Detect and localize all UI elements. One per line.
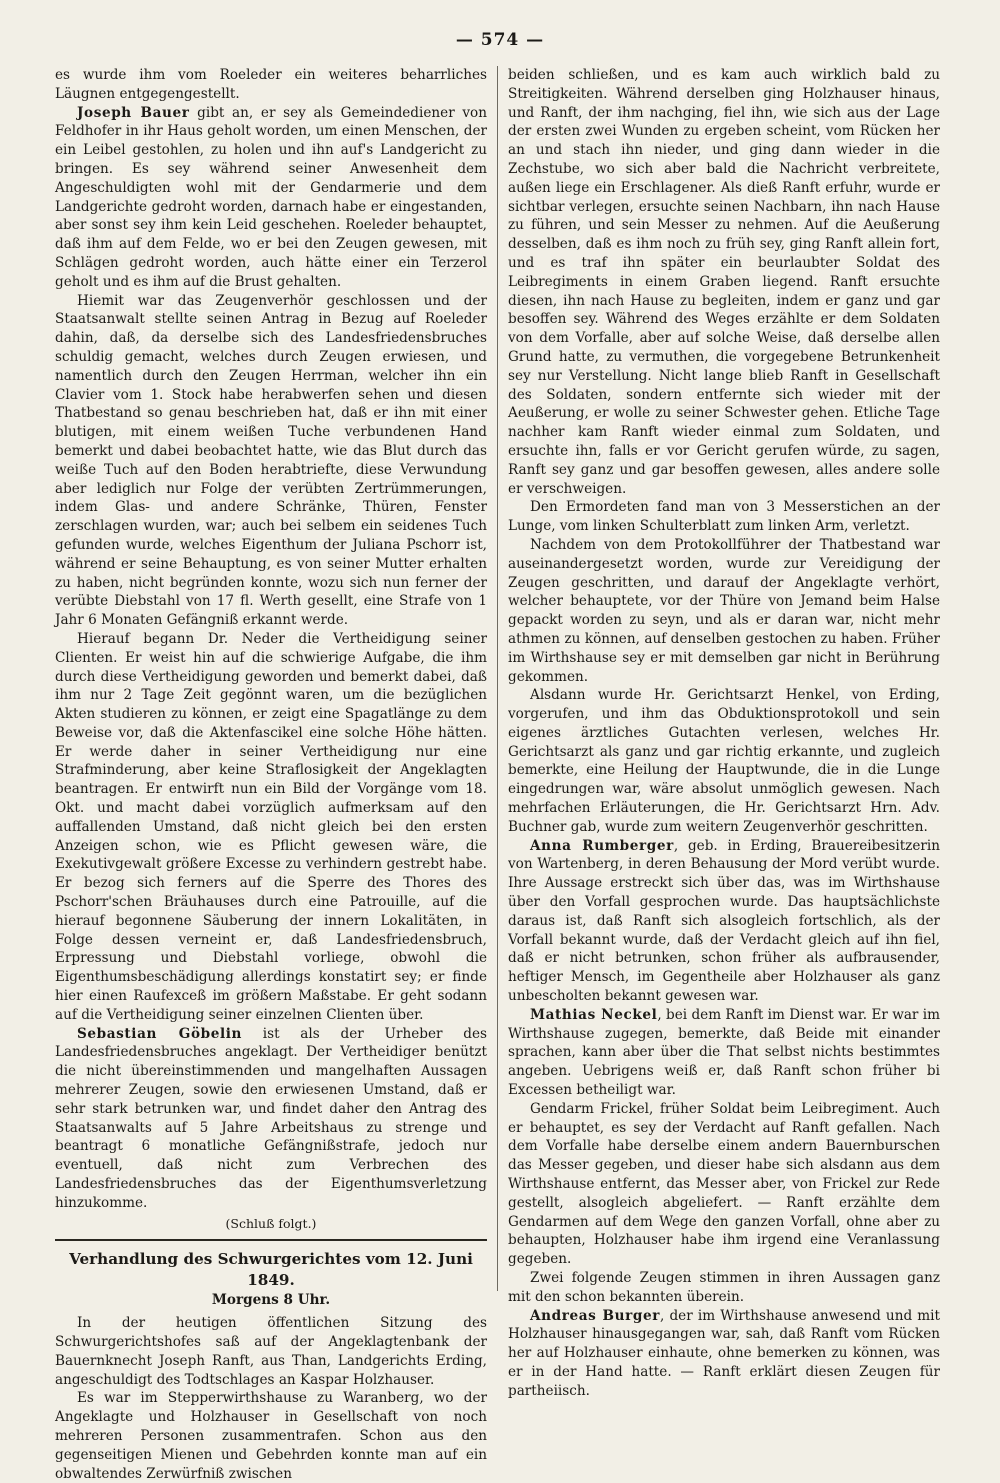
paragraph bbox=[508, 837, 940, 1006]
paragraph bbox=[508, 1006, 940, 1100]
paragraph-text: , bei dem Ranft im Dienst war. Er war im Wirthshause zugegen, bemerkte, daß Beide mit einander sprachen, kann aber über die That selbst nichts bestimmtes angeben. Uebrigens weiß er, daß Ranft schon früher bi Excessen betheiligt war. bbox=[508, 1006, 941, 1099]
paragraph bbox=[55, 104, 487, 292]
witness-name: Joseph Bauer bbox=[77, 104, 190, 121]
page-number: — 574 — bbox=[455, 30, 545, 50]
witness-name: Andreas Burger bbox=[530, 1307, 661, 1324]
witness-name: Anna Rumberger bbox=[530, 837, 674, 854]
paragraph: Alsdann wurde Hr. Gerichtsarzt Henkel, von Erding, vorgerufen, und ihm das Obduktionsprotokoll und sein eigenes ärztliches Gutachten verlesen, welches Hr. Gerichtsarzt als ganz und gar richtig erkannte, und zugleich bemerkte, eine Heilung der Hauptwunde, die in die Lunge eingedrungen war, wäre absolut unmöglich gewesen. Nach mehrfachen Erläuterungen, die Hr. Gerichtsarzt Hrn. Adv. Buchner gab, wurde zum weitern Zeugenverhör geschritten. bbox=[508, 687, 940, 835]
session-time: Morgens 8 Uhr. bbox=[211, 1292, 331, 1309]
paragraph: Zwei folgende Zeugen stimmen in ihren Aussagen ganz mit den schon bekannten überein. bbox=[508, 1270, 940, 1305]
paragraph: Nachdem von dem Protokollführer der Thatbestand war auseinandergesetzt worden, wurde zur Vereidigung der Zeugen geschritten, und darauf der Angeklagte verhört, welcher behauptete, vor der Thüre von Jemand beim Halse gepackt worden zu seyn, und als er daran war, nicht mehr athmen zu können, auf denselben gestochen zu haben. Früher im Wirthshause sey er mit demselben gar nicht in Berührung gekommen. bbox=[508, 536, 940, 685]
column-divider bbox=[497, 66, 498, 1291]
paragraph: Gendarm Frickel, früher Soldat beim Leibregiment. Auch er behauptet, es sey der Verdacht auf Ranft gefallen. Nach dem Vorfalle habe derselbe einem andern Bauernburschen das Messer gegeben, und dieser habe sich alsdann aus dem Wirthshause entfernt, das Messer aber, von Frickel zur Rede gestellt, alsogleich abgeliefert. — Ranft erzählte dem Gendarmen auf dem Wege den ganzen Vorfall, ohne aber zu behaupten, Holzhauser habe ihm irgend eine Veranlassung gegeben. bbox=[508, 1100, 940, 1268]
paragraph-text: , geb. in Erding, Brauereibesitzerin von Wartenberg, in deren Behausung der Mord verübt wurde. Ihre Aussage erstreckt sich über das, was im Wirthshause über den Vorfall gesprochen wurde. Das hauptsächlichste daraus ist, daß Ranft sich alsogleich fortschlich, als der Vorfall bekannt wurde, daß der Verdacht gleich auf ihn fiel, daß er nicht betrunken, schon früher als aufbrausender, heftiger Mensch, im Gegentheile aber Holzhauser als ganz unbescholten bekannt gewesen war. bbox=[508, 837, 940, 1005]
paragraph: Es war im Stepperwirthshause zu Waranberg, wo der Angeklagte und Holzhauser in Gesellschaft von noch mehreren Personen zusammentrafen. Schon aus den gegenseitigen Mienen und Gebehrden konnte man auf ein obwaltendes Zerwürfniß zwischen bbox=[55, 1390, 487, 1482]
paragraph: Hiemit war das Zeugenverhör geschlossen und der Staatsanwalt stellte seinen Antrag in Bezug auf Roeleder dahin, daß, da derselbe sich des Landesfriedensbruches schuldig gemacht, welches durch Zeugen erwiesen, und namentlich durch den Zeugen Herrman, welcher ihn ein Clavier vom 1. Stock habe herabwerfen sehen und diesen Thatbestand so genau beschrieben hat, daß er ihn mit einer blutigen, mit einem weißen Tuche verbundenen Hand bemerkt und dabei beobachtet hatte, wie das Blut durch das weiße Tuch auf den Boden herabtriefte, diese Verwundung aber lediglich nur Folge der verübten Zertrümmerungen, indem Glas- und andere Schränke, Thüren, Fenster zerschlagen wurden, war; auch bei selbem ein seidenes Tuch gefunden wurde, welches Eigenthum der Juliana Pschorr ist, während er seine Behauptung, es von seiner Mutter erhalten zu haben, nicht begründen konnte, wozu sich nun ferner der verübte Diebstahl von 17 fl. Werth gesellt, eine Strafe von 1 Jahr 6 Monaten Gefängniß erkannt werde. bbox=[55, 292, 487, 629]
paragraph bbox=[508, 1307, 940, 1401]
section-divider bbox=[55, 1239, 487, 1241]
paragraph-text: , der im Wirthshause anwesend und mit Holzhauser hinausgegangen war, sah, daß Ranft vom Rücken her auf Holzhauser einhaute, ohne bemerken zu können, was er in der Hand hatte. — Ranft erklärt diesen Zeugen für partheiisch. bbox=[508, 1307, 940, 1399]
defendant-name: Sebastian Göbelin bbox=[77, 1025, 242, 1042]
witness-name: Mathias Neckel bbox=[530, 1006, 658, 1023]
left-column bbox=[55, 66, 487, 1482]
paragraph: Hierauf begann Dr. Neder die Vertheidigung seiner Clienten. Er weist hin auf die schwierige Aufgabe, die ihm durch diese Vertheidigung geworden und bemerkt dabei, daß ihm nur 2 Tage Zeit gegönnt waren, um die bezüglichen Akten studieren zu können, er zeigt eine Spagatlänge zu dem Beweise vor, daß die Aktenfascikel eine solche Höhe hätten. Er werde daher in seiner Vertheidigung nur eine Strafminderung, aber keine Straflosigkeit der Angeklagten beantragen. Er entwirft nun ein Bild der Vorgänge vom 18. Okt. und macht dabei vorzüglich aufmerksam auf den auffallenden Umstand, daß nicht gleich bei den ersten Anzeigen schon, wie es Pflicht gewesen wäre, die Exekutivgewalt größere Excesse zu verhindern gestrebt habe. Er bezog sich ferners auf die Sperre des Thores des Pschorr'schen Bräuhauses durch eine Patrouille, auf die hierauf begonnene Säuberung der innern Lokalitäten, in Folge dessen verneint er, daß Landesfriedensbruch, Erpressung und Diebstahl vorliege, obwohl die Eigenthumsbeschädigung allerdings konstatirt sey; er finde hier einen Raufexceß im größern Maßstabe. Er geht sodann auf die Vertheidigung seiner einzelnen Clienten über. bbox=[55, 630, 487, 1023]
continuation-note: (Schluß folgt.) bbox=[225, 1215, 317, 1231]
paragraph bbox=[55, 1025, 487, 1213]
paragraph: es wurde ihm vom Roeleder ein weiteres beharrliches Läugnen entgegengestellt. bbox=[55, 67, 487, 102]
paragraph: In der heutigen öffentlichen Sitzung des Schwurgerichtshofes saß auf der Angeklagtenbank der Bauernknecht Joseph Ranft, aus Than, Landgerichts Erding, angeschuldigt des Todtschlages an Kaspar Holzhauser. bbox=[55, 1315, 487, 1388]
right-column bbox=[508, 66, 941, 1399]
paragraph: beiden schließen, und es kam auch wirklich bald zu Streitigkeiten. Während derselben ging Holzhauser hinaus, und Ranft, der ihm nachging, fiel ihn, wie sich aus der Lage der ersten zwei Wunden zu ergeben scheint, vom Rücken her an und stach ihn nieder, und ging dann wieder in die Zechstube, wo sich aber bald die Nachricht verbreitete, außen liege ein Erschlagener. Als dieß Ranft erfuhr, wurde er sichtbar verlegen, ersuchte seinen Nachbarn, ihn nach Hause zu führen, und sein Messer zu nehmen. Auf die Aeußerung desselben, daß es ihm noch zu früh sey, ging Ranft allein fort, und es traf ihn später ein beurlaubter Soldat des Leibregiments in einem Graben liegend. Ranft ersuchte diesen, ihn nach Hause zu begleiten, indem er ganz und gar besoffen sey. Während des Weges erzählte er dem Soldaten von dem Vorfalle, aber auf solche Weise, daß derselbe allen Grund hatte, zu vermuthen, die vorgegebene Betrunkenheit sey nur Verstellung. Nicht lange blieb Ranft in Gesellschaft des Soldaten, sondern entfernte sich wieder mit der Aeußerung, er wolle zu seiner Schwester gehen. Etliche Tage nachher kam Ranft wieder einmal zum Soldaten, und ersuchte ihn, falls er vor Gericht gerufen würde, zu sagen, Ranft sey ganz und gar besoffen gewesen, alles andere solle er verschweigen. bbox=[508, 67, 940, 497]
paragraph-text: ist als der Urheber des Landesfriedensbruches angeklagt. Der Vertheidiger benützt die nicht übereinstimmenden und mangelhaften Aussagen mehrerer Zeugen, sowie den erwiesenen Umstand, daß er sehr stark betrunken war, und findet daher den Antrag des Staatsanwalts auf 5 Jahre Arbeitshaus zu strenge und beantragt 6 monatliche Gefängnißstrafe, jedoch nur eventuell, daß nicht zum Verbrechen des Landesfriedensbruches das der Eigenthumsverletzung hinzukomme. bbox=[55, 1025, 487, 1211]
section-heading: Verhandlung des Schwurgerichtes vom 12. Juni 1849. bbox=[69, 1250, 473, 1290]
paragraph: Den Ermordeten fand man von 3 Messerstichen an der Lunge, vom linken Schulterblatt zum linken Arm, verletzt. bbox=[508, 499, 940, 535]
paragraph-text: gibt an, er sey als Gemeindediener von Feldhofer in ihr Haus geholt worden, um einen Menschen, der ein Leibel gestohlen, zu holen und ihn auf's Landgericht zu bringen. Es sey während seiner Anwesenheit dem Angeschuldigten wohl mit der Gendarmerie und dem Landgerichte gedroht worden, darnach habe er eingestanden, aber sonst sey ihm kein Leid geschehen. Roeleder behauptet, daß ihm auf dem Felde, wo er bei den Zeugen gewesen, mit Schlägen gedroht worden, auch hätte einer ein Terzerol geholt und es ihm auf die Brust gehalten. bbox=[55, 104, 487, 290]
